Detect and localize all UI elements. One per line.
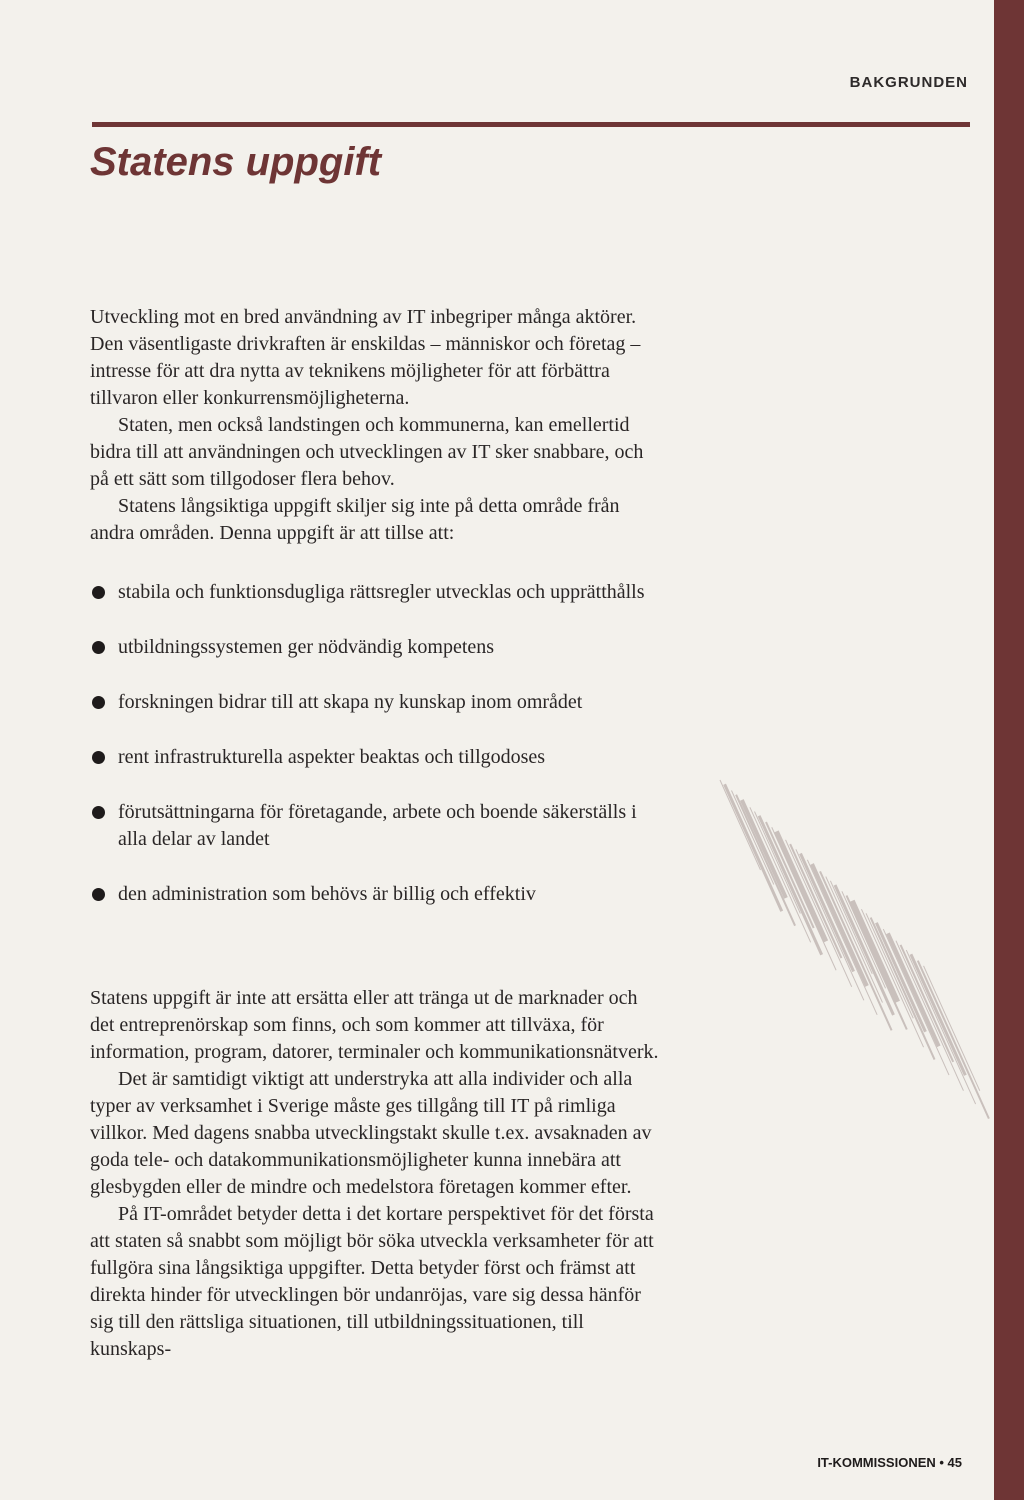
list-item-text: rent infrastrukturella aspekter beaktas och tillgodoses [118,746,546,768]
page-title: Statens uppgift [90,140,382,184]
bullet-icon [92,888,105,901]
stripe [826,877,883,1003]
stripe [883,929,949,1075]
page-edge-bar [994,0,1024,1500]
paragraph: Statens uppgift är inte att ersätta eller att tränga ut de marknader och det entreprenörskap som finns, och som kommer att tillväxa, för information, program, datorer, terminaler och kommunikationsnätverk. [90,987,659,1063]
bullet-list [90,579,660,908]
list-item [90,689,660,716]
stripe [896,941,964,1091]
title-rule [92,122,970,127]
stripe [918,961,989,1119]
bullet-icon [92,641,105,654]
bullet-list-container [90,579,660,936]
stripe [820,871,892,1030]
stripe [801,854,854,972]
section-label: BAKGRUNDEN [849,74,968,91]
paragraph: Utveckling mot en bred användning av IT inbegriper många aktörer. Den väsentligaste drivkraften är enskildas – människor och företag – intresse för att dra nytta av teknikens möjligheter för att förbättra tillvaron eller konkurrensmöjligheterna. [90,306,641,409]
list-item-text: forskningen bidrar till att skapa ny kunskap inom området [118,691,583,713]
stripe [776,831,826,941]
stripe [866,913,913,1018]
paragraph: Det är samtidigt viktigt att understryka att alla individer och alla typer av verksamhet i Sverige måste ges tillgång till IT på rimliga villkor. Med dagens snabba utvecklingstakt skulle t.ex. avsaknaden av goda tele- och datakommunikationsmöjligheter kunna innebära att glesbygden eller de mindre och medelstora företagen kommer efter. [90,1068,652,1198]
list-item [90,579,660,606]
list-item-text: utbildningssystemen ger nödvändig kompetens [118,636,495,658]
list-item [90,744,660,771]
bullet-icon [92,751,105,764]
bullet-icon [92,806,105,819]
page-footer: IT-KOMMISSIONEN • 45 [817,1455,962,1470]
paragraph: Staten, men också landstingen och kommunerna, kan emellertid bidra till att användningen och utvecklingen av IT sker snabbare, och på ett sätt som tillgodoser flera behov. [90,414,644,490]
bullet-icon [92,696,105,709]
closing-text [90,985,660,1363]
decorative-stripes [700,760,1024,1120]
stripe [742,800,786,898]
list-item [90,881,660,908]
stripe [861,909,923,1047]
list-item [90,634,660,661]
list-item [90,799,660,853]
intro-text [90,304,660,547]
paragraph: Statens långsiktiga uppgift skiljer sig inte på detta område från andra områden. Denna uppgift är att tillse att: [90,495,620,544]
bullet-icon [92,586,105,599]
paragraph: På IT-området betyder detta i det kortare perspektivet för det första att staten så snabbt som möjligt bör söka utveckla verksamheter för att fullgöra sina långsiktiga uppgifter. Detta betyder först och främst att direkta hinder för utvecklingen bör undanröjas, vare sig dessa hänför sig till den rättsliga situationen, till utbildningssituationen, till kunskaps- [90,1203,654,1360]
stripe [786,840,852,987]
stripe [842,891,886,988]
stripe [906,950,975,1104]
list-item-text: stabila och funktionsdugliga rättsregler utvecklas och upprätthålls [118,581,645,603]
list-item-text: den administration som behövs är billig och effektiv [118,883,536,905]
list-item-text: förutsättningarna för företagande, arbete och boende säkerställs i alla delar av landet [118,801,637,850]
